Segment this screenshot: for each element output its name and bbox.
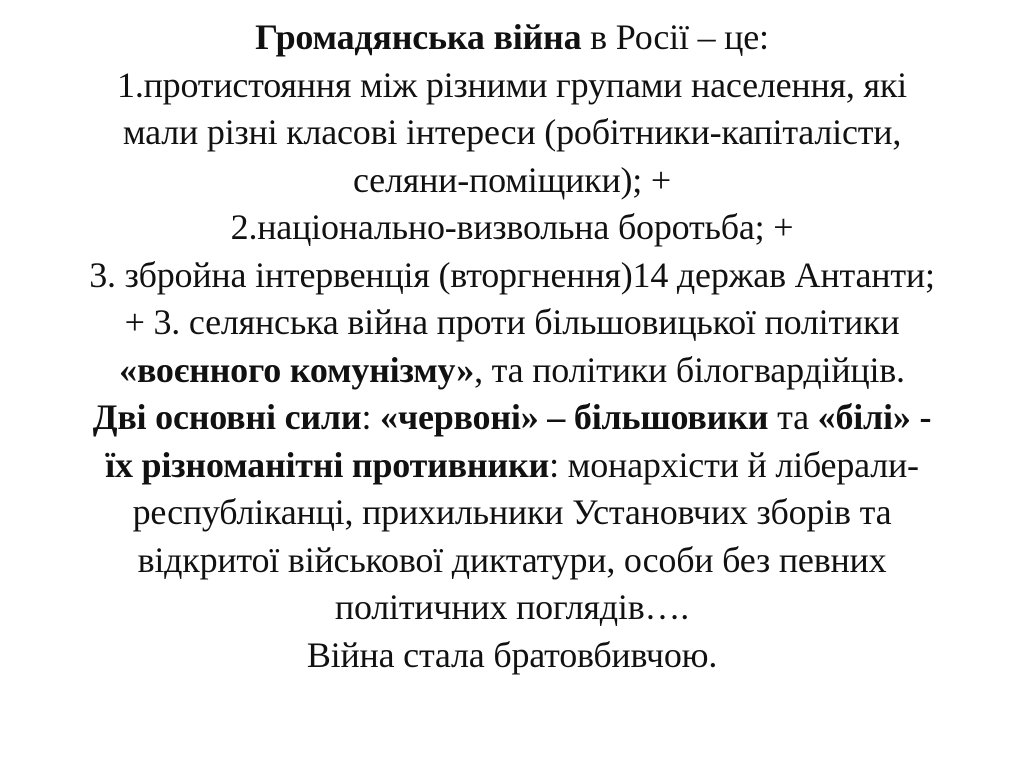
text-line-9-colon: : (361, 397, 381, 437)
term-two-forces: Дві основні сили (92, 397, 362, 437)
text-line-9 (0, 394, 1024, 442)
title-rest: в Росії – це: (581, 17, 769, 57)
text-line-10 (0, 442, 1024, 490)
term-opponents: їх різноманітні противники (105, 444, 550, 485)
text-line-4: селяни-поміщики); + (352, 159, 672, 200)
text-line-5: 2.національно-визвольна боротьба; + (230, 207, 794, 247)
text-line-11: республіканці, прихильники Установчих зборів та (132, 492, 892, 532)
conclusion-line: Війна стала братовбивчою. (306, 634, 718, 675)
term-civil-war: Громадянська війна (255, 17, 582, 57)
text-line-3: мали різні класові інтереси (робітники-капіталісти, (122, 112, 902, 152)
text-line-13: політичних поглядів…. (334, 587, 690, 627)
text-line-6: 3. збройна інтервенція (вторгнення)14 держав Антанти; (89, 254, 935, 295)
text-line-7: + 3. селянська війна проти більшовицької політики (124, 302, 900, 342)
term-reds: «червоні» – більшовики (380, 397, 769, 437)
text-line-8 (0, 347, 1024, 395)
text-line-10-rest: : монархісти й ліберали- (549, 444, 919, 485)
text-line-8-rest: , та політики білогвардійців. (474, 349, 905, 390)
text-line-2: 1.протистояння між різними групами населення, які (117, 64, 907, 105)
text-line-9-and: та (768, 397, 818, 437)
title-line (0, 14, 1024, 62)
term-whites: «білі» - (817, 397, 932, 437)
text-line-12: відкритої військової диктатури, особи без певних (137, 539, 887, 580)
term-war-communism: «воєнного комунізму» (119, 349, 475, 390)
